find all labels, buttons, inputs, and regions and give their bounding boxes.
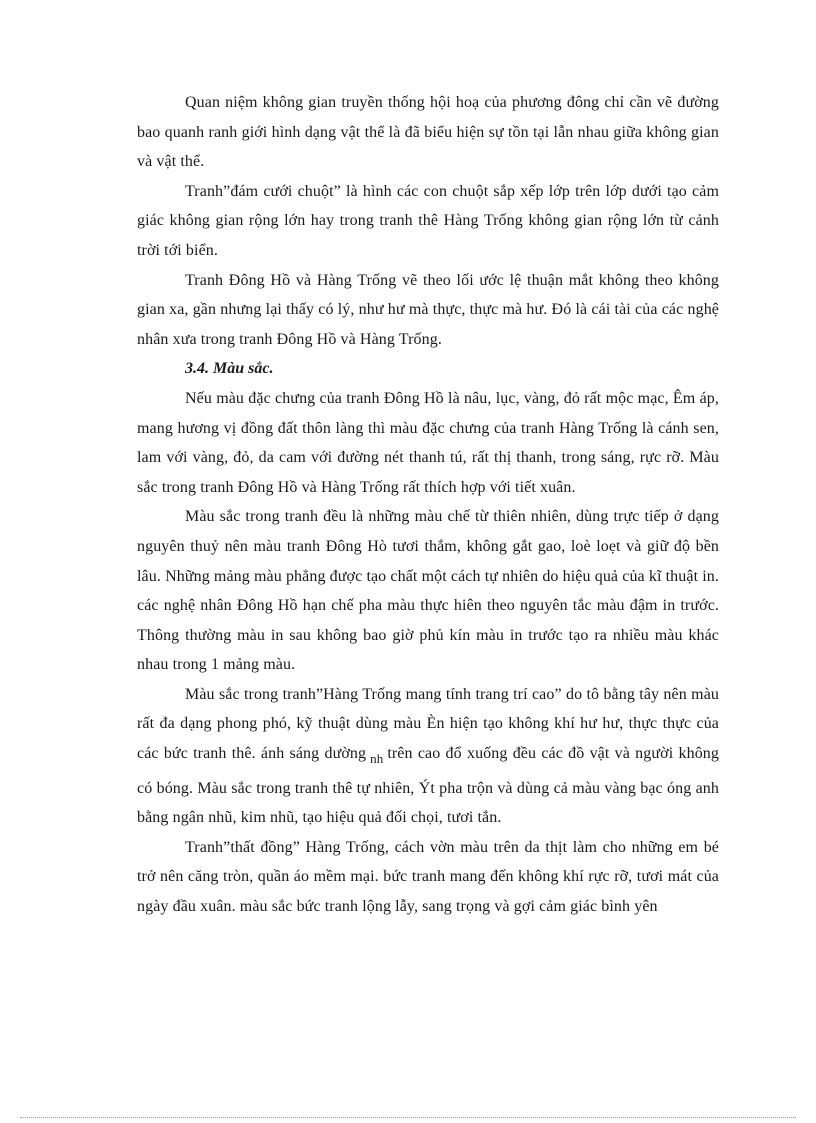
paragraph-perspective: Tranh Đông Hồ và Hàng Trống vẽ theo lối ước lệ thuận mắt không theo không gian xa, gần nhưng lại thấy có lý, như hư mà thực, thực mà hư. Đó là cái tài của các nghệ nhân xưa trong tranh Đông Hồ và Hàng Trống. — [137, 271, 719, 348]
section-heading-colors: 3.4. Màu sắc. — [185, 360, 274, 378]
subscript-fragment: nh — [370, 751, 384, 767]
paragraph-space-concept: Quan niệm không gian truyền thống hội hoạ của phương đông chỉ cần vẽ đường bao quanh ranh giới hình dạng vật thể là đã biểu hiện sự tồn tại lẫn nhau giữa không gian và vật thể. — [137, 94, 719, 171]
footer-dotted-rule — [20, 1117, 796, 1118]
paragraph-mouse-wedding: Tranh”đám cưới chuột” là hình các con chuột sắp xếp lớp trên lớp dưới tạo cảm giác không gian rộng lớn hay trong tranh thê Hàng Trống không gian rộng lớn từ cảnh trời tới biển. — [137, 182, 719, 259]
paragraph-hang-trong-colors — [137, 680, 719, 833]
paragraph-text-before: Màu sắc trong tranh”Hàng Trống mang tính trang trí cao” do tô bằng tây nên màu rất đa dạng phong phó, kỹ thuật dùng màu Èn hiện tạo không khí hư hư, thực thực của các bức tranh thê. ánh sáng dường — [137, 685, 719, 763]
paragraph-that-dong: Tranh”thất đồng” Hàng Trống, cách vờn màu trên da thịt làm cho những em bé trở nên căng tròn, quần áo mềm mại. bức tranh mang đến không khí rực rỡ, tươi mát của ngày đầu xuân. màu sắc bức tranh lộng lẫy, sang trọng và gợi cảm giác bình yên — [137, 838, 719, 916]
document-body — [137, 88, 719, 922]
paragraph-natural-pigments: Màu sắc trong tranh đều là những màu chế từ thiên nhiên, dùng trực tiếp ở dạng nguyên thuỷ nên màu tranh Đông Hò tươi thắm, không gắt gao, loè loẹt và giữ độ bền lâu. Những mảng màu phẳng được tạo chất một cách tự nhiên do hiệu quả của kĩ thuật in. các nghệ nhân Đông Hồ hạn chế pha màu thực hiên theo nguyên tắc màu đậm in trước. Thông thường màu in sau không bao giờ phủ kín màu in trước tạo ra nhiều màu khác nhau trong 1 mảng màu. — [137, 508, 719, 674]
paragraph-text-after: trên cao đổ xuống đều các đồ vật và người không có bóng. Màu sắc trong tranh thê tự nhiên, Ýt pha trộn và dùng cả màu vàng bạc óng anh bằng ngân nhũ, kim nhũ, tạo hiệu quả đối chọi, tươi tắn. — [137, 745, 719, 827]
paragraph-characteristic-colors: Nếu màu đặc chưng của tranh Đông Hồ là nâu, lục, vàng, đỏ rất mộc mạc, Êm áp, mang hương vị đồng đất thôn làng thì màu đặc chưng của tranh Hàng Trống là cánh sen, lam với vàng, đỏ, da cam với đường nét thanh tú, rất thị thanh, trong sáng, rực rỡ. Màu sắc trong tranh Đông Hồ và Hàng Trống rất thích hợp với tiết xuân. — [137, 389, 719, 496]
